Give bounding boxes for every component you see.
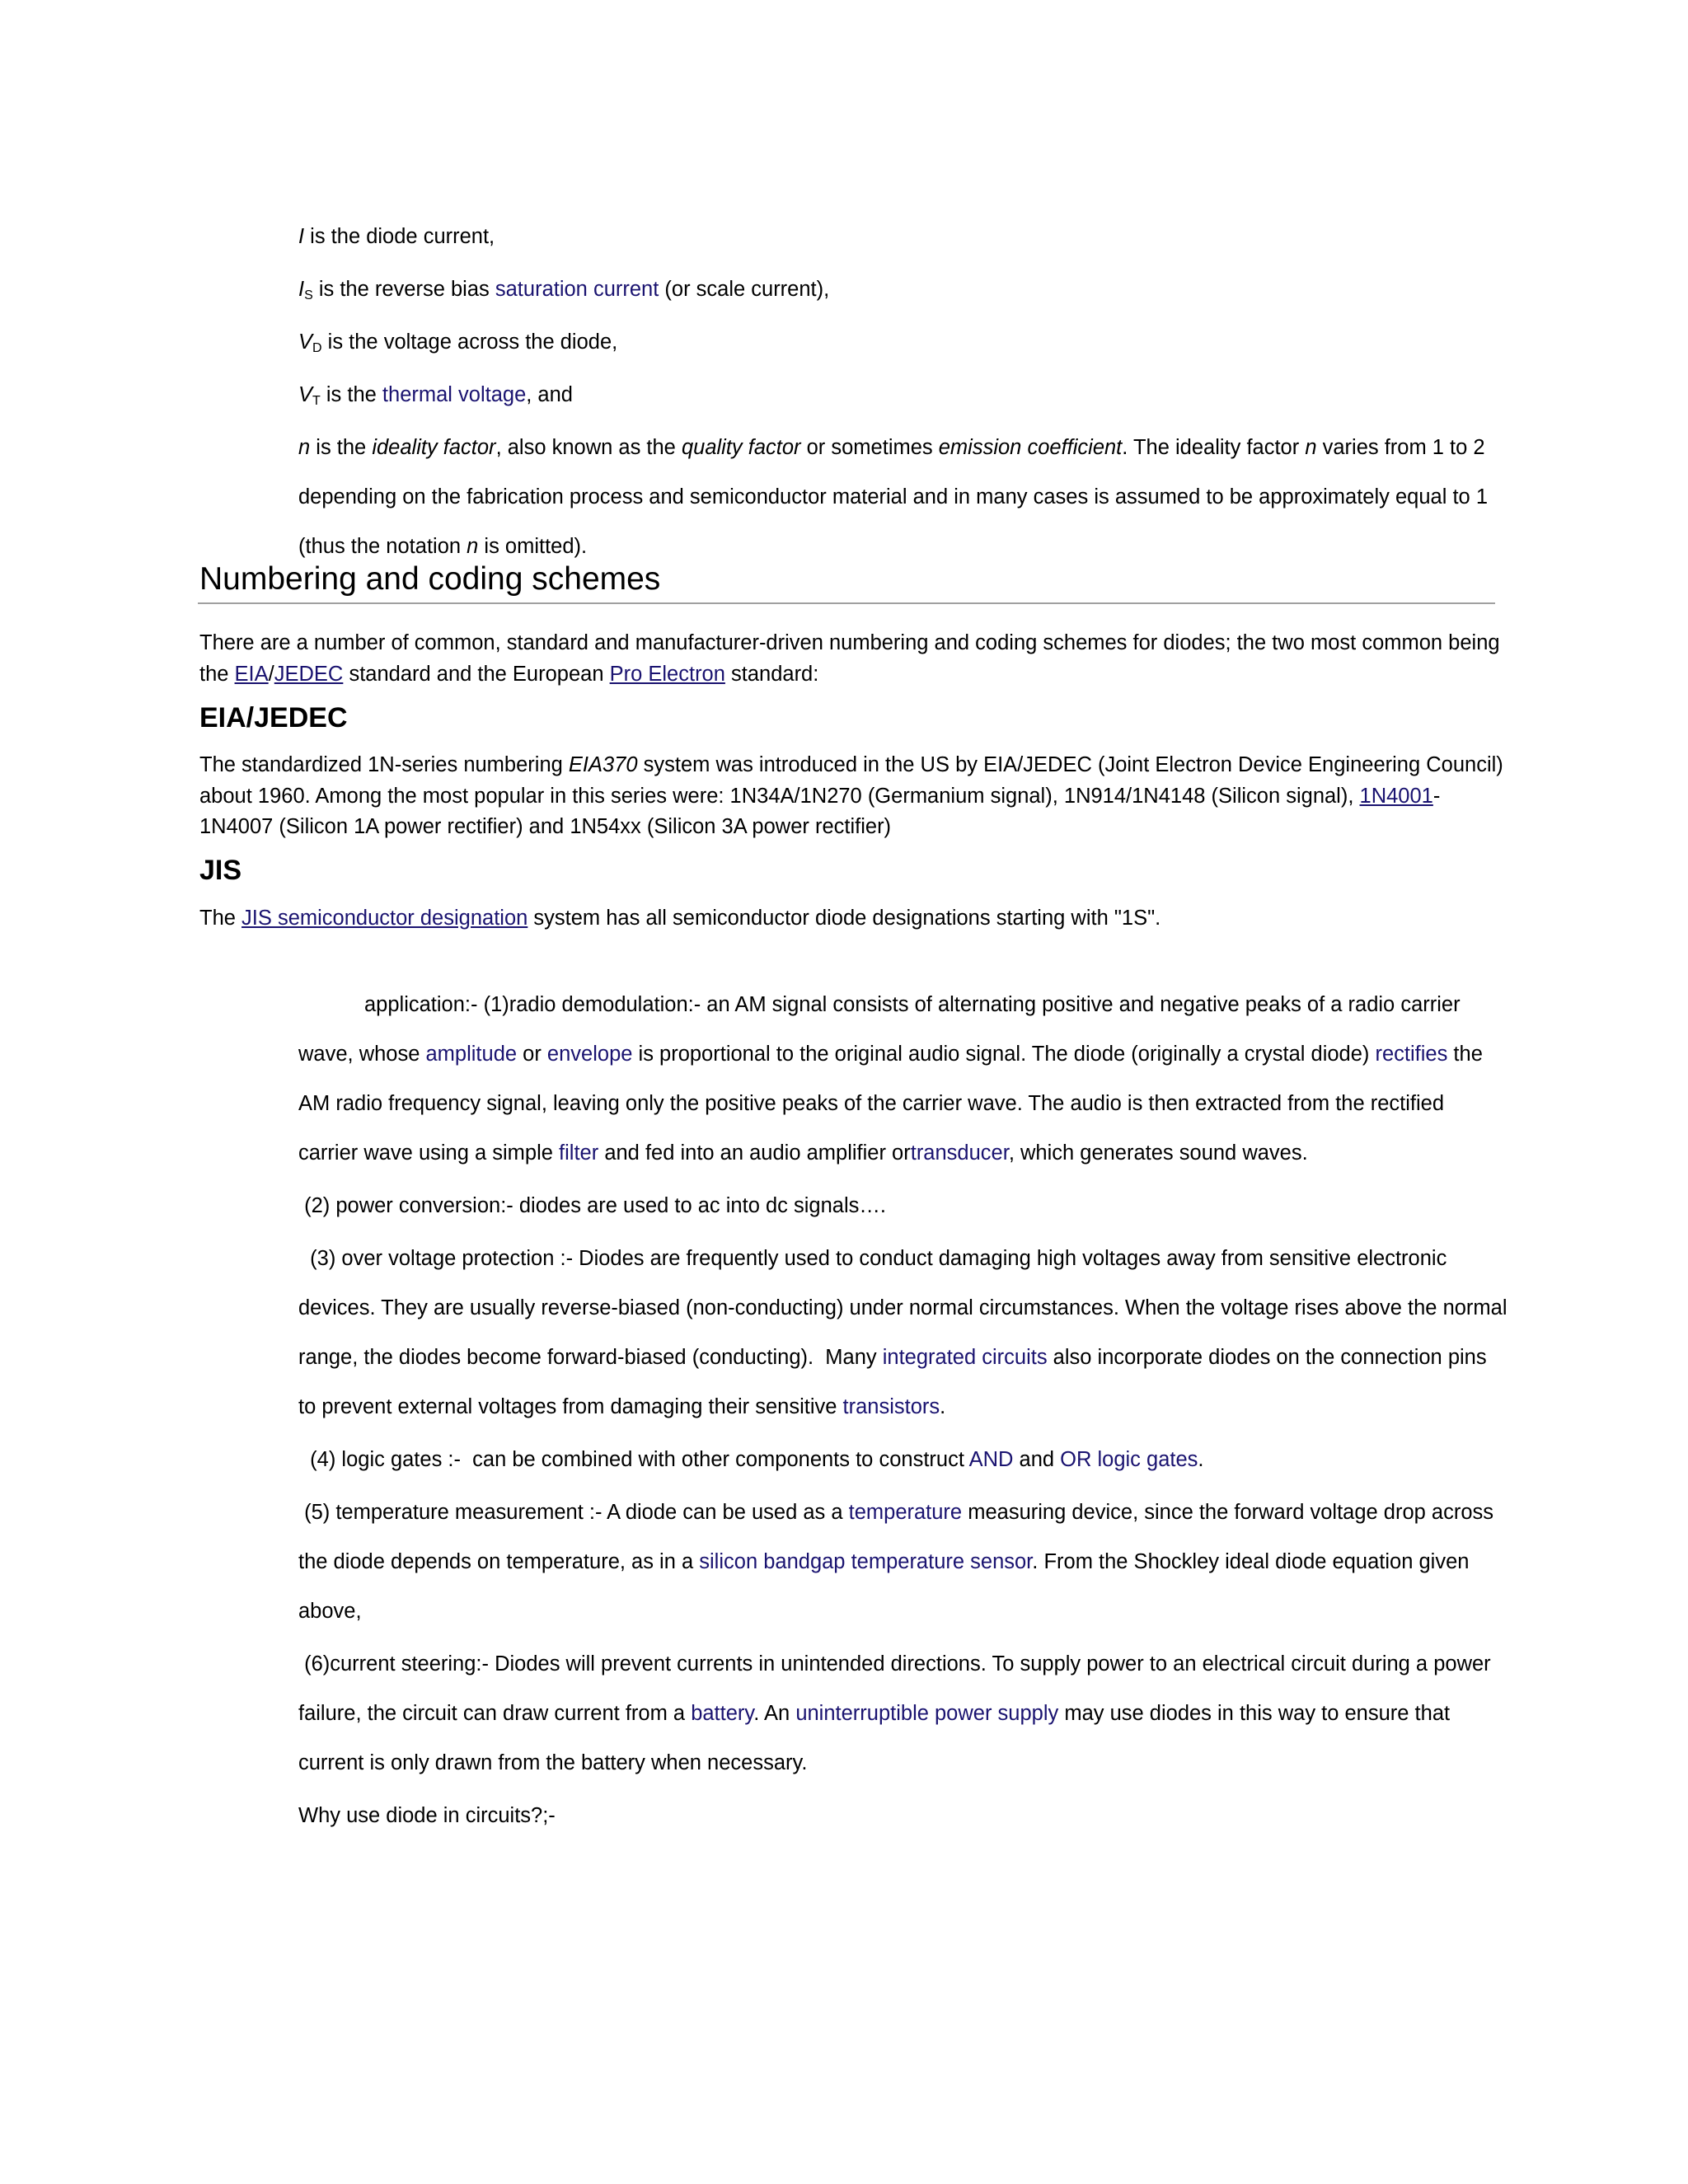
- app-overvoltage-line-1: (3) over voltage protection :- Diodes are frequently used to conduct damaging high voltages away from sensitive electronic: [298, 1247, 1447, 1270]
- temperature-link[interactable]: temperature: [848, 1501, 963, 1524]
- app-power-conversion: (2) power conversion:- diodes are used to ac into dc signals….: [298, 1194, 886, 1217]
- transducer-link[interactable]: transducer: [910, 1141, 1009, 1165]
- app-logic-gates: (4) logic gates :- can be combined with other components to construct AND and OR logic gates.: [298, 1448, 1204, 1471]
- app-temperature-line-3: above,: [298, 1600, 362, 1623]
- rectifies-link[interactable]: rectifies: [1375, 1043, 1448, 1066]
- pro-electron-link[interactable]: Pro Electron: [609, 662, 725, 686]
- eia-jedec-heading: EIA/JEDEC: [199, 702, 348, 733]
- section-heading: Numbering and coding schemes: [199, 561, 661, 597]
- eia-jedec-paragraph: [199, 750, 1503, 843]
- integrated-circuits-link[interactable]: integrated circuits: [882, 1346, 1048, 1369]
- def-diode-current: I is the diode current,: [298, 225, 495, 248]
- envelope-link[interactable]: envelope: [546, 1043, 633, 1066]
- def-thermal-voltage: $V_T$ is the thermal voltage, and: [298, 383, 573, 408]
- jis-designation-link[interactable]: JIS semiconductor designation: [241, 907, 528, 930]
- eia-line-3: 1N4007 (Silicon 1A power rectifier) and 1N54xx (Silicon 3A power rectifier): [199, 815, 892, 838]
- app-radio-line-3: AM radio frequency signal, leaving only the positive peaks of the carrier wave. The audio is then extracted from the rectified: [298, 1092, 1445, 1115]
- bandgap-sensor-link[interactable]: silicon bandgap temperature sensor: [699, 1550, 1033, 1573]
- app-overvoltage-line-2: devices. They are usually reverse-biased (non-conducting) under normal circumstances. When the voltage rises above the normal: [298, 1296, 1507, 1319]
- app-temperature-line-2: the diode depends on temperature, as in a silicon bandgap temperature sensor. From the Shockley ideal diode equation given: [298, 1550, 1470, 1573]
- def-diode-voltage: $V_D$ is the voltage across the diode,: [298, 330, 618, 355]
- app-temperature-line-1: (5) temperature measurement :- A diode can be used as a temperature measuring device, since the forward voltage drop across: [298, 1501, 1494, 1524]
- 1n4001-link[interactable]: 1N4001: [1359, 784, 1433, 808]
- saturation-current-link[interactable]: saturation current: [495, 278, 659, 301]
- app-overvoltage-line-4: to prevent external voltages from damaging their sensitive transistors.: [298, 1395, 946, 1418]
- eia-link[interactable]: EIA: [234, 662, 269, 686]
- battery-link[interactable]: battery: [691, 1702, 754, 1725]
- thermal-voltage-link[interactable]: thermal voltage: [382, 383, 527, 406]
- eia-line-2: about 1960. Among the most popular in this series were: 1N34A/1N270 (Germanium signal), 1N914/1N4148 (Silicon signal), 1N4001-: [199, 784, 1441, 808]
- section-intro: [199, 628, 1500, 690]
- app-radio-line-1: application:- (1)radio demodulation:- an AM signal consists of alternating positive and negative peaks of a radio carrier: [364, 993, 1461, 1016]
- filter-link[interactable]: filter: [559, 1141, 599, 1165]
- app-current-steering-line-3: current is only drawn from the battery when necessary.: [298, 1751, 808, 1774]
- and-gate-link[interactable]: AND: [968, 1448, 1014, 1471]
- def-ideality-factor-line-1: n is the ideality factor, also known as the quality factor or sometimes emission coefficient. The ideality factor n varies from 1 to 2: [298, 436, 1485, 459]
- app-radio-line-2: wave, whose amplitude or envelope is proportional to the original audio signal. The diode (originally a crystal diode) rectifies the: [298, 1043, 1483, 1066]
- def-ideality-factor-line-2: depending on the fabrication process and semiconductor material and in many cases is assumed to be approximately equal to 1: [298, 485, 1489, 509]
- section-intro-line-2: the EIA/JEDEC standard and the European Pro Electron standard:: [199, 662, 819, 686]
- app-current-steering-line-2: failure, the circuit can draw current from a battery. An uninterruptible power supply may use diodes in this way to ensure that: [298, 1702, 1451, 1725]
- app-overvoltage-line-3: range, the diodes become forward-biased (conducting). Many integrated circuits also incorporate diodes on the connection pins: [298, 1346, 1487, 1369]
- transistors-link[interactable]: transistors: [842, 1395, 940, 1418]
- def-ideality-factor-line-3: (thus the notation n is omitted).: [298, 535, 588, 558]
- jis-heading: JIS: [199, 855, 242, 886]
- app-current-steering-line-1: (6)current steering:- Diodes will prevent currents in unintended directions. To supply power to an electrical circuit during a power: [298, 1652, 1491, 1675]
- jis-paragraph: The JIS semiconductor designation system has all semiconductor diode designations starting with "1S".: [199, 907, 1161, 930]
- amplitude-link[interactable]: amplitude: [425, 1043, 518, 1066]
- section-divider: [198, 602, 1495, 604]
- section-intro-line-1: There are a number of common, standard and manufacturer-driven numbering and coding schemes for diodes; the two most common being: [199, 631, 1500, 654]
- why-use-diode-line: Why use diode in circuits?;-: [298, 1804, 556, 1827]
- jedec-link[interactable]: JEDEC: [274, 662, 344, 686]
- ups-link[interactable]: uninterruptible power supply: [795, 1702, 1059, 1725]
- or-logic-gates-link[interactable]: OR logic gates: [1060, 1448, 1198, 1471]
- eia-line-1: The standardized 1N-series numbering EIA370 system was introduced in the US by EIA/JEDEC (Joint Electron Device Engineering Council): [199, 753, 1503, 776]
- def-saturation-current: $I_S$ is the reverse bias saturation current (or scale current),: [298, 278, 830, 302]
- app-radio-line-4: carrier wave using a simple filter and fed into an audio amplifier ortransducer, which generates sound waves.: [298, 1141, 1308, 1165]
